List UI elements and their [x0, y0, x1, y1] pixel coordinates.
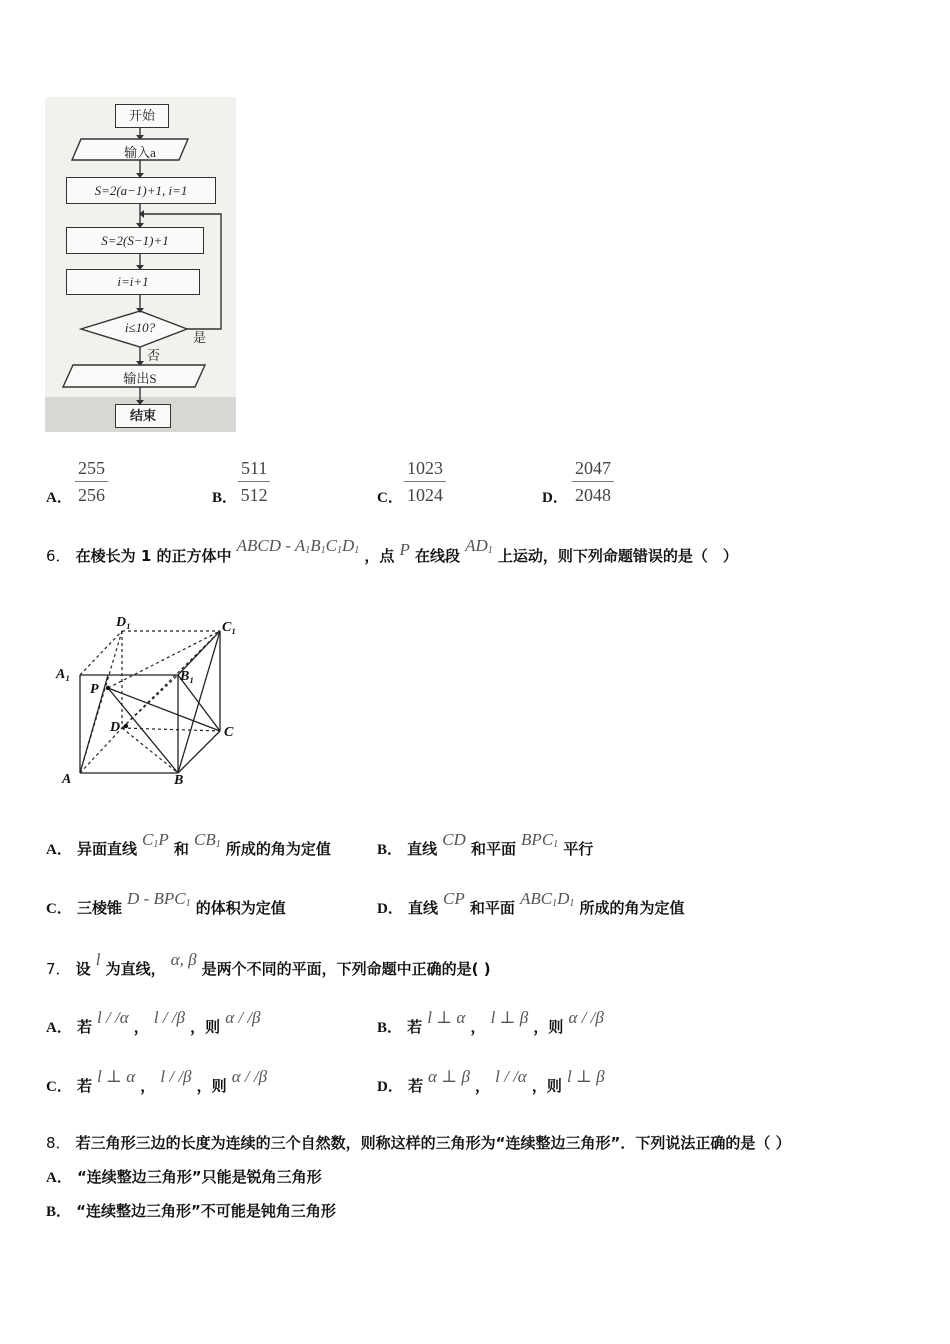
q7-option-b: B． 若 l ⊥ α ， l ⊥ β ，则 α / /β	[377, 1008, 604, 1036]
edge-dc	[122, 728, 220, 731]
q8-question: 8． 若三角形三边的长度为连续的三个自然数，则称这样的三角形为“连续整边三角形”．下列说法正确的是（ ）	[46, 1134, 791, 1152]
q5-option-d-label: D．	[542, 490, 568, 506]
label-c1: C₁	[222, 620, 237, 635]
flow-output: 输出S	[123, 371, 157, 386]
q6-question	[46, 536, 738, 566]
cube-figure	[50, 608, 250, 790]
flow-no-label: 否	[147, 348, 161, 363]
q6-option-a: A． 异面直线 $C_1P$ 和 $CB_1$ 所成的角为定值	[46, 830, 331, 858]
q7-option-c: C． 若 l ⊥ α ， l / /β ，则 α / /β	[46, 1067, 268, 1095]
q6-text-4: 上运动，则下列命题错误的是（ ）	[497, 547, 738, 565]
q6-option-c: C． 三棱锥 D - $BPC_1$ 的体积为定值	[46, 889, 286, 917]
q6-option-d: D． 直线 CP 和平面 $ABC_1D_1$ 所成的角为定值	[377, 889, 685, 917]
q5-option-c-fraction: $\frac{1023}{1024}$	[404, 458, 446, 506]
q7-option-a: A． 若 l / /α ， l / /β ，则 α / /β	[46, 1008, 261, 1036]
flow-start: 开始	[115, 104, 169, 128]
flow-update-i: i=i+1	[66, 269, 200, 295]
point-p	[106, 686, 110, 690]
q7-question: 7． 设 l 为直线， α, β 是两个不同的平面，下列命题中正确的是( )	[46, 950, 491, 978]
q5-option-c-label: C．	[377, 490, 403, 506]
q6-segment: $AD_1$	[465, 536, 493, 556]
flowchart-image	[45, 97, 236, 432]
q8-option-b: B． “连续整边三角形”不可能是钝角三角形	[46, 1202, 336, 1220]
q5-option-b-fraction: $\frac{511}{512}$	[238, 458, 270, 506]
flow-input: 输入a	[124, 145, 156, 160]
label-a1: A₁	[56, 667, 71, 682]
q5-option-d-fraction: $\frac{2047}{2048}$	[572, 458, 614, 506]
flow-end: 结束	[115, 404, 171, 428]
q7-option-d: D． 若 α ⊥ β ， l / /α ，则 l ⊥ β	[377, 1067, 605, 1095]
flow-init: S=2(a−1)+1, i=1	[66, 177, 216, 204]
label-b: B	[174, 773, 184, 788]
edge-a1d1	[80, 631, 122, 675]
q6-text-1: 在棱长为 1 的正方体中	[75, 547, 232, 565]
line-db	[122, 728, 178, 773]
line-pc1	[108, 631, 220, 688]
q5-option-a-label: A．	[46, 490, 72, 506]
q6-option-b: B． 直线 CD 和平面 $BPC_1$ 平行	[377, 830, 594, 858]
q6-cube-name: ABCD - $A_1B_1C_1D_1$	[236, 536, 360, 556]
flow-yes-label: 是	[193, 330, 207, 345]
q5-option-b-label: B．	[212, 490, 238, 506]
label-a: A	[62, 772, 72, 787]
label-p: P	[90, 682, 99, 697]
label-d: D	[110, 720, 121, 735]
flow-update-s: S=2(S−1)+1	[66, 227, 204, 254]
q6-text-2: ，点	[364, 547, 395, 565]
q8-option-a: A． “连续整边三角形”只能是锐角三角形	[46, 1168, 322, 1186]
line-db1	[122, 675, 178, 728]
q6-point: P	[399, 540, 410, 559]
point-d	[124, 724, 128, 728]
label-b1: B₁	[180, 669, 195, 684]
label-d1: D₁	[116, 615, 131, 630]
q6-number: 6．	[46, 547, 71, 565]
flow-condition: i≤10?	[124, 320, 156, 335]
label-c: C	[224, 725, 234, 740]
q6-text-3: 在线段	[414, 547, 460, 565]
q5-option-a-fraction: $\frac{255}{256}$	[75, 458, 108, 506]
